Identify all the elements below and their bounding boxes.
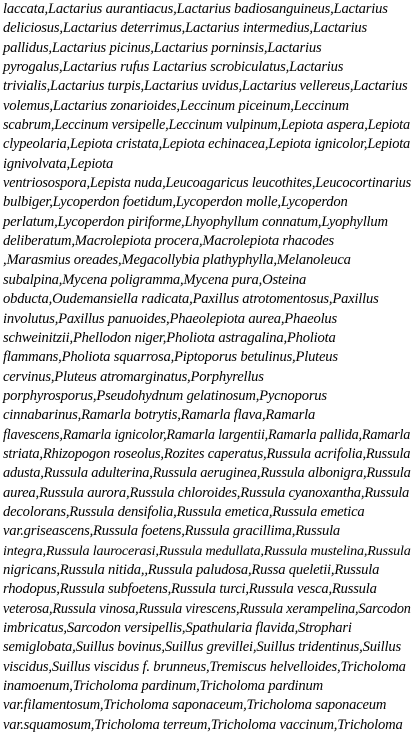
text-line: var.squamosum,Tricholoma terreum,Tricholoma vaccinum,Tricholoma bbox=[3, 716, 403, 733]
text-line: porphyrosporus,Pseudohydnum gelatinosum,Pycnoporus bbox=[3, 387, 327, 404]
text-line: bulbiger,Lycoperdon foetidum,Lycoperdon molle,Lycoperdon bbox=[3, 194, 348, 211]
text-line: integra,Russula laurocerasi,Russula medullata,Russula mustelina,Russula bbox=[3, 542, 411, 559]
text-line: aurea,Russula aurora,Russula chloroides,Russula cyanoxantha,Russula bbox=[3, 484, 410, 501]
text-line: nigricans,Russula nitida,,Russula paludosa,Russa queletii,Russula bbox=[3, 561, 380, 578]
text-line: var.griseascens,Russula foetens,Russula gracillima,Russula bbox=[3, 523, 341, 540]
text-line: scabrum,Leccinum versipelle,Leccinum vulpinum,Lepiota aspera,Lepiota bbox=[3, 117, 410, 134]
text-line: adusta,Russula adulterina,Russula aeruginea,Russula albonigra,Russula bbox=[3, 465, 411, 482]
text-line: ignivolvata,Lepiota bbox=[3, 155, 114, 172]
text-line: viscidus,Suillus viscidus f. brunneus,Tremiscus helvelloides,Tricholoma bbox=[3, 658, 406, 675]
text-line: volemus,Lactarius zonarioides,Leccinum piceinum,Leccinum bbox=[3, 97, 349, 114]
text-line: cervinus,Pluteus atromarginatus,Porphyrellus bbox=[3, 368, 264, 385]
text-line: decolorans,Russula densifolia,Russula emetica,Russula emetica bbox=[3, 503, 365, 520]
text-line: deliciosus,Lactarius deterrimus,Lactarius intermedius,Lactarius bbox=[3, 20, 368, 37]
text-line: var.filamentosum,Tricholoma saponaceum,Tricholoma saponaceum bbox=[3, 697, 387, 714]
text-line: flavescens,Ramarla ignicolor,Ramarla largentii,Ramarla pallida,Ramarla bbox=[3, 426, 411, 443]
text-line: obducta,Oudemansiella radicata,Paxillus atrotomentosus,Paxillus bbox=[3, 291, 379, 308]
text-line: pyrogalus,Lactarius rufus Lactarius scrobiculatus,Lactarius bbox=[3, 59, 344, 76]
document-page bbox=[3, 0, 413, 733]
text-line: subalpina,Mycena poligramma,Mycena pura,Osteina bbox=[3, 271, 307, 288]
text-line: veterosa,Russula vinosa,Russula virescens,Russula xerampelina,Sarcodon bbox=[3, 600, 411, 617]
text-line: trivialis,Lactarius turpis,Lactarius uvidus,Lactarius vellereus,Lactarius bbox=[3, 78, 408, 95]
text-line: striata,Rhizopogon roseolus,Rozites caperatus,Russula acrifolia,Russula bbox=[3, 445, 411, 462]
text-line: deliberatum,Macrolepiota procera,Macrolepiota rhacodes bbox=[3, 233, 335, 250]
text-line: flammans,Pholiota squarrosa,Piptoporus betulinus,Pluteus bbox=[3, 349, 338, 366]
text-line: schweinitzii,Phellodon niger,Pholiota astragalina,Pholiota bbox=[3, 329, 336, 346]
text-line: pallidus,Lactarius picinus,Lactarius porninsis,Lactarius bbox=[3, 39, 322, 56]
text-line: cinnabarinus,Ramarla botrytis,Ramarla flava,Ramarla bbox=[3, 407, 316, 424]
text-line: semiglobata,Suillus bovinus,Suillus grevillei,Suillus tridentinus,Suillus bbox=[3, 639, 401, 656]
text-line: involutus,Paxillus panuoides,Phaeolepiota aurea,Phaeolus bbox=[3, 310, 338, 327]
text-line: inamoenum,Tricholoma pardinum,Tricholoma pardinum bbox=[3, 678, 323, 695]
text-line: imbricatus,Sarcodon versipellis,Spathularia flavida,Strophari bbox=[3, 620, 352, 636]
text-line: rhodopus,Russula subfoetens,Russula turci,Russula vesca,Russula bbox=[3, 581, 377, 598]
text-line: laccata,Lactarius aurantiacus,Lactarius badiosanguineus,Lactarius bbox=[3, 1, 388, 17]
text-line: ,Marasmius oreades,Megacollybia plathyphylla,Melanoleuca bbox=[3, 252, 351, 269]
text-line: clypeolaria,Lepiota cristata,Lepiota echinacea,Lepiota ignicolor,Lepiota bbox=[3, 136, 411, 153]
text-line: perlatum,Lycoperdon piriforme,Lhyophyllum connatum,Lyophyllum bbox=[3, 213, 388, 230]
text-line: ventriosospora,Lepista nuda,Leucoagaricus leucothites,Leucocortinarius bbox=[3, 175, 412, 192]
